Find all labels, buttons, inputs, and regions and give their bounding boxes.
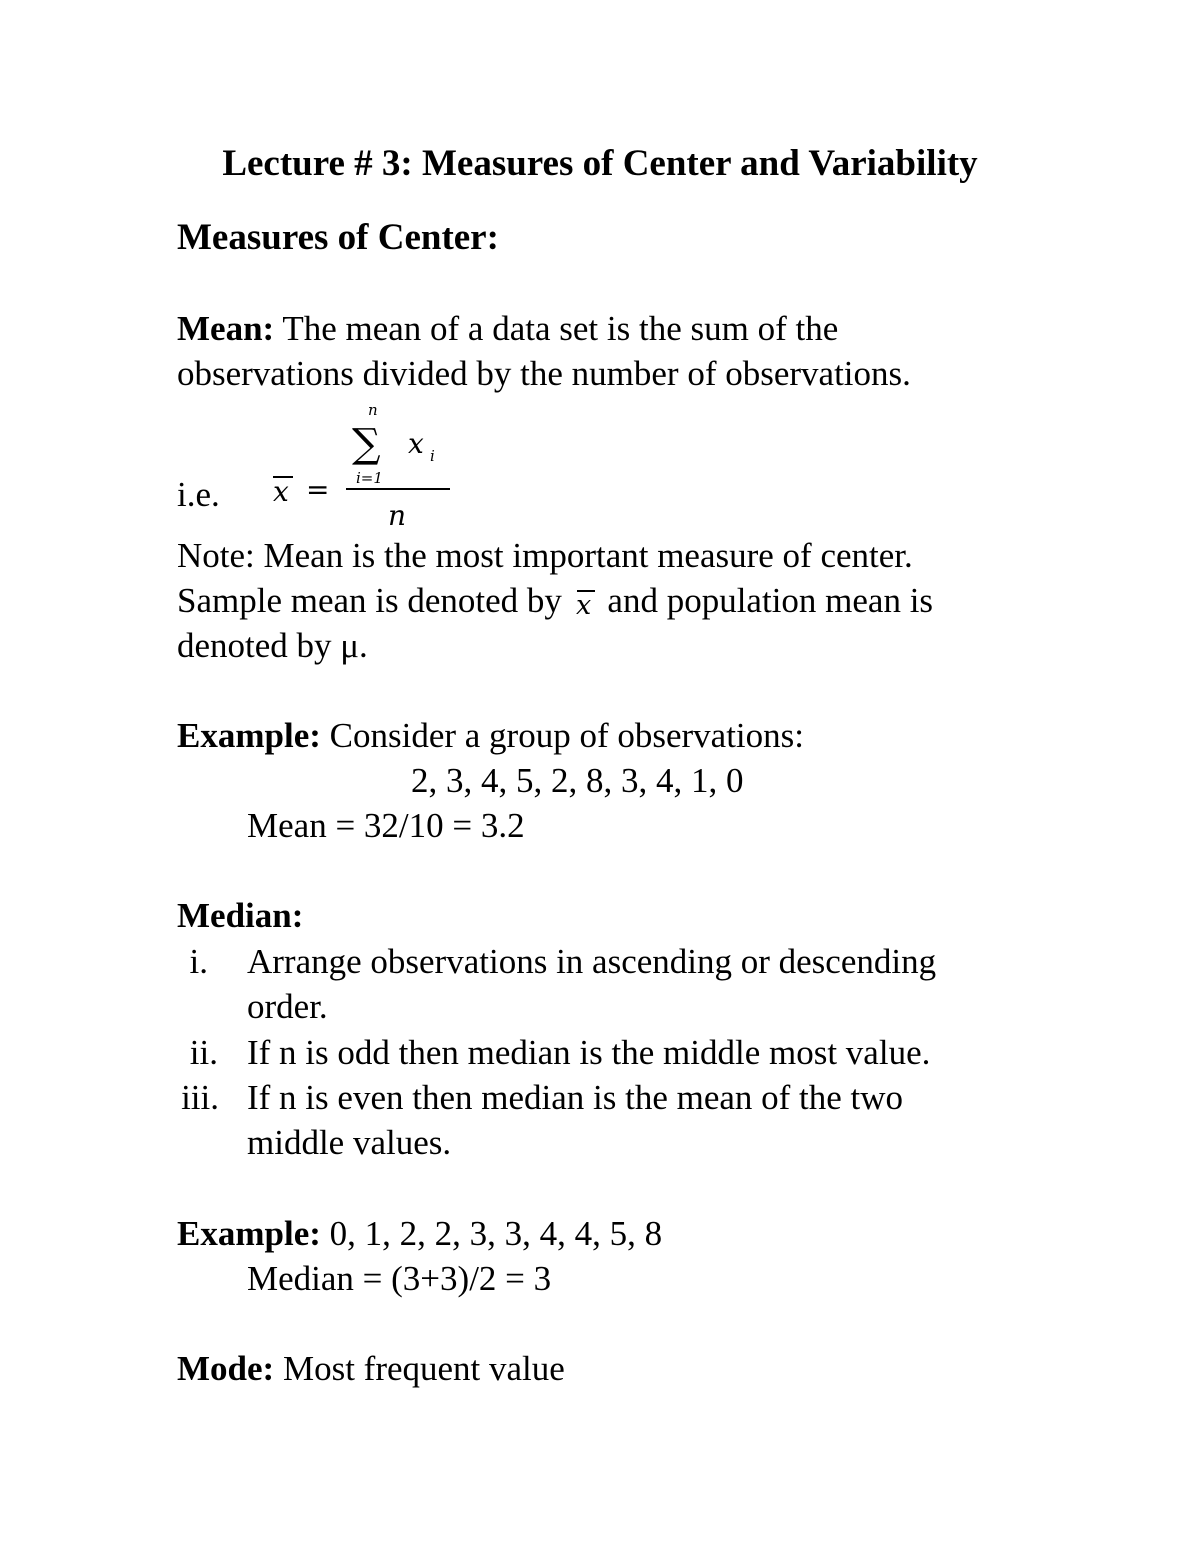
formula-equals: = <box>306 473 330 506</box>
sample-mean-symbol <box>571 586 599 616</box>
sum-upper-limit: n <box>368 401 378 419</box>
mode-line <box>177 1346 565 1391</box>
note-line-1: Note: Mean is the most important measure of center. <box>177 536 913 575</box>
note-line-3: denoted by μ. <box>177 626 368 665</box>
example-1-result: Mean = 32/10 = 3.2 <box>247 806 525 845</box>
example-1-data: 2, 3, 4, 5, 2, 8, 3, 4, 1, 0 <box>411 761 744 800</box>
median-step-3-line-2: middle values. <box>247 1123 452 1162</box>
sum-term-x: x <box>408 427 424 460</box>
formula-denominator: n <box>388 499 407 532</box>
sum-sigma-icon: ∑ <box>352 421 381 467</box>
median-step-2-num: ii. <box>189 1033 218 1072</box>
mean-label: Mean: <box>177 309 275 348</box>
example-2-result: Median = (3+3)/2 = 3 <box>247 1259 552 1298</box>
median-heading: Median: <box>177 896 304 935</box>
mode-label: Mode: <box>177 1349 275 1388</box>
example-1-line <box>177 713 804 758</box>
example-2-text: 0, 1, 2, 2, 3, 3, 4, 4, 5, 8 <box>320 1214 663 1253</box>
sum-lower-limit: i=1 <box>356 469 383 487</box>
page-title: Lecture # 3: Measures of Center and Variability <box>222 143 978 184</box>
mean-definition-line-1 <box>177 306 838 351</box>
note-text-2a: Sample mean is denoted by <box>177 581 562 620</box>
median-step-1-line-2: order. <box>247 987 328 1026</box>
mean-formula <box>260 395 480 535</box>
formula-prefix: i.e. <box>177 475 220 514</box>
note-text-2b: and population mean is <box>607 581 934 620</box>
example-2-line <box>177 1211 662 1256</box>
median-step-3-line-1: If n is even then median is the mean of the two <box>247 1078 904 1117</box>
formula-lhs-x: x <box>273 475 289 508</box>
example-1-label: Example: <box>177 716 321 755</box>
example-2-label: Example: <box>177 1214 321 1253</box>
median-step-3-num: iii. <box>181 1078 219 1117</box>
mode-text: Most frequent value <box>274 1349 565 1388</box>
median-step-1-num: i. <box>189 942 208 981</box>
note-line-2 <box>177 578 933 623</box>
median-step-1-line-1: Arrange observations in ascending or descending <box>247 942 937 981</box>
example-1-text: Consider a group of observations: <box>320 716 805 755</box>
mean-text-1: The mean of a data set is the sum of the <box>274 309 839 348</box>
section-heading: Measures of Center: <box>177 217 499 258</box>
mean-definition-line-2: observations divided by the number of observations. <box>177 354 911 393</box>
sum-term-subscript: i <box>430 447 435 465</box>
sample-mean-x: x <box>575 590 591 618</box>
median-step-2-line-1: If n is odd then median is the middle most value. <box>247 1033 931 1072</box>
